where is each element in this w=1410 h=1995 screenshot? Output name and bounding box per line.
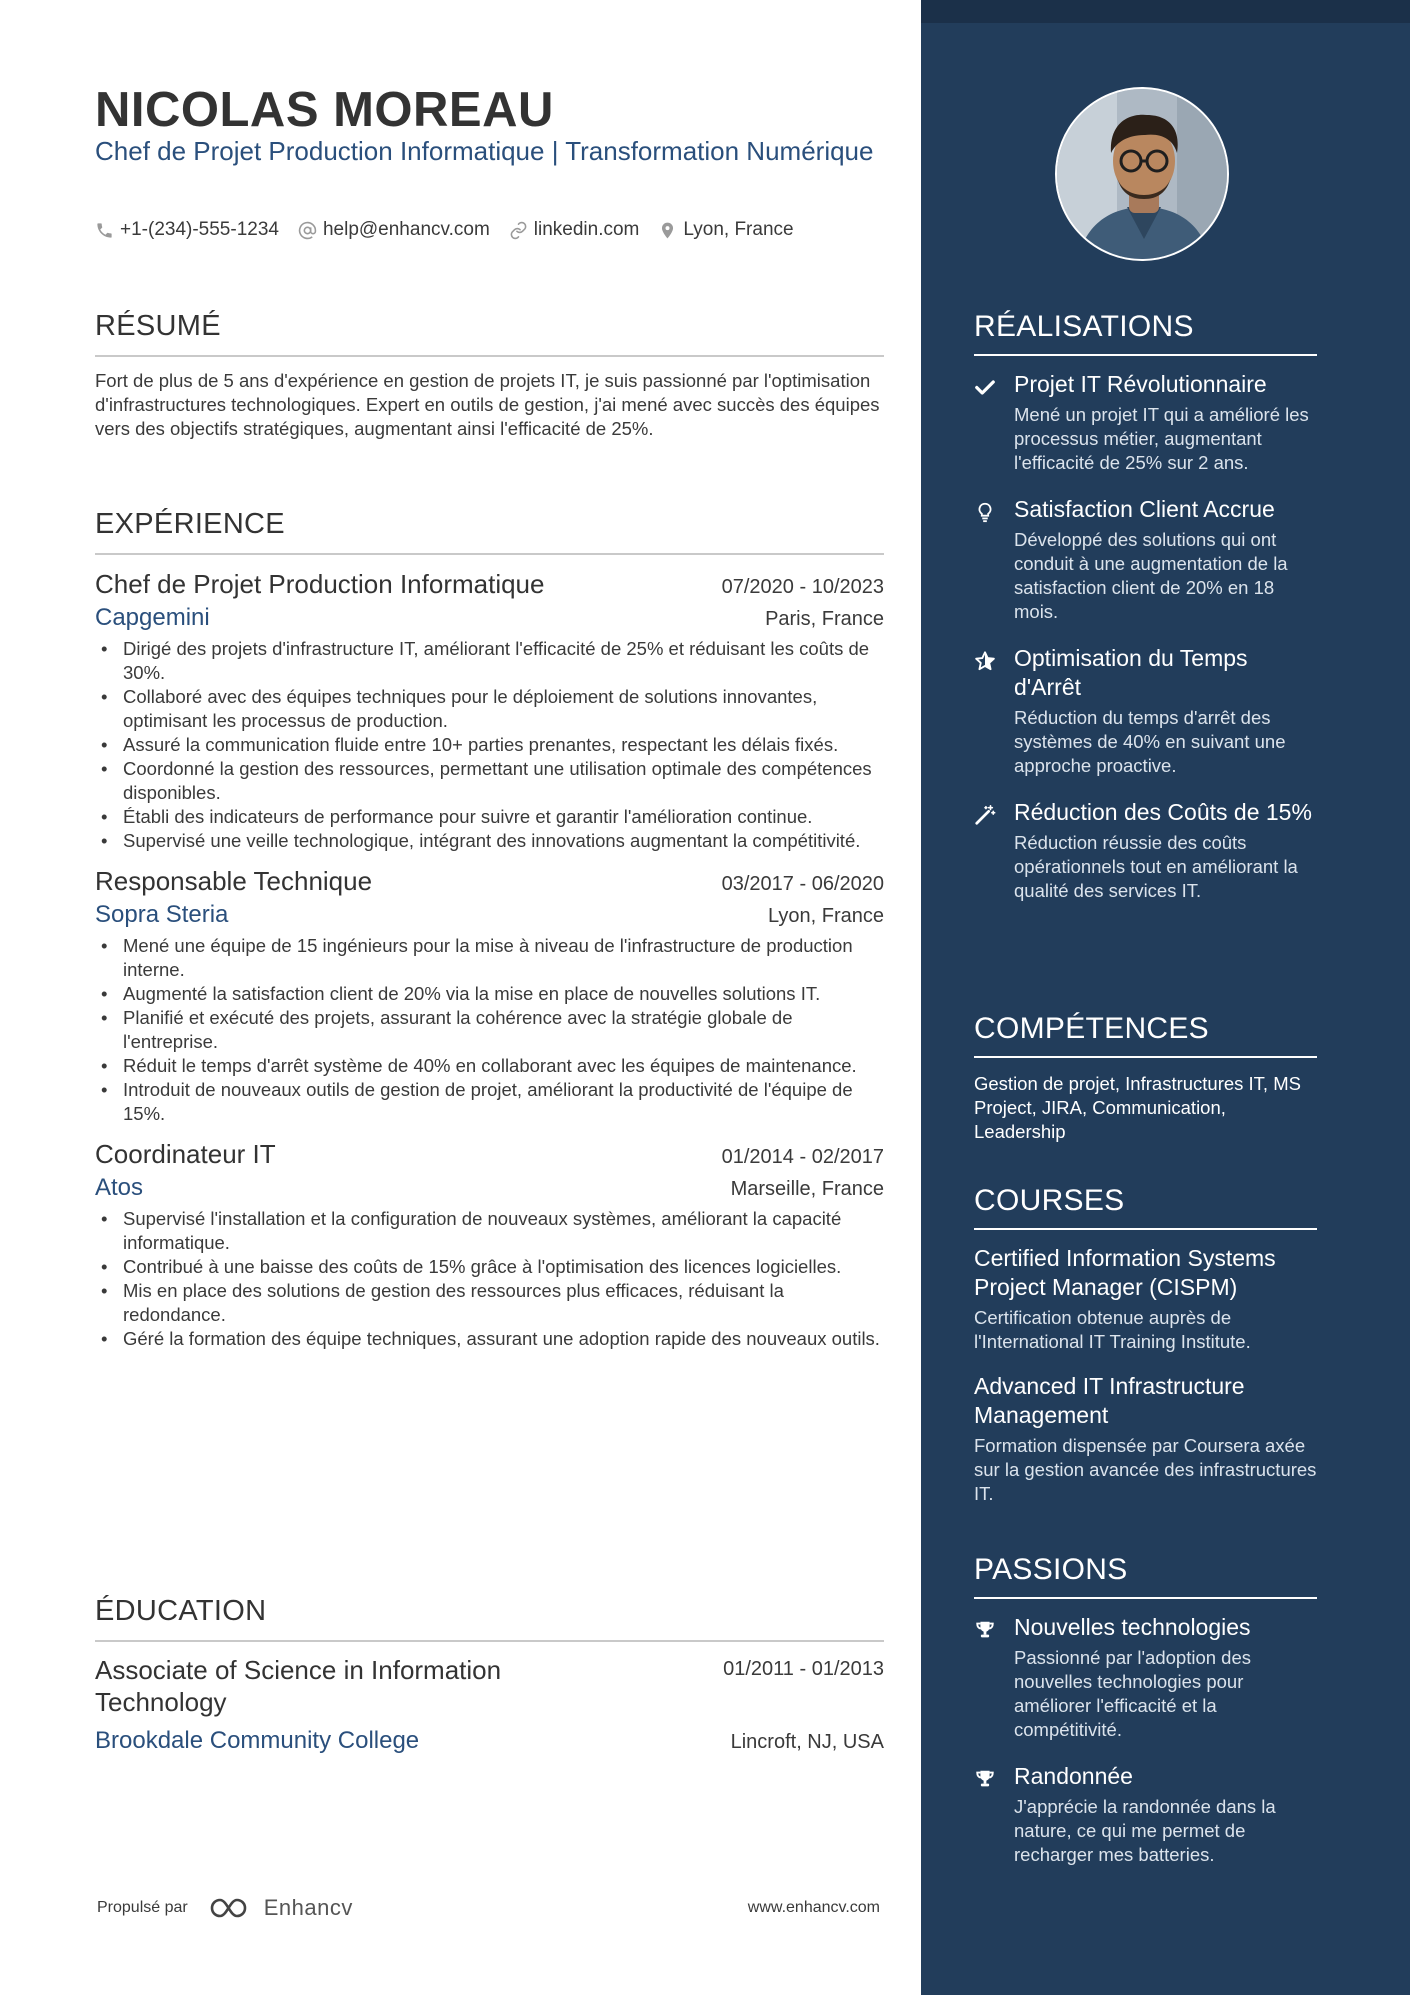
bullet-item: • Collaboré avec des équipes techniques pour le déploiement de solutions innovantes, optimisant les processus de production. [95, 685, 884, 733]
job-bullets [95, 637, 884, 853]
achievement-title: Réduction des Coûts de 15% [1014, 799, 1312, 825]
skills-section [974, 1012, 1317, 1182]
skills-list: Gestion de projet, Infrastructures IT, MS Project, JIRA, Communication, Leadership [974, 1073, 1301, 1142]
brand-name: Enhancv [263, 1895, 353, 1920]
course-description: Formation dispensée par Coursera axée sur la gestion avancée des infrastructures IT. [974, 1435, 1317, 1504]
course-item [974, 1372, 1317, 1506]
bullet-item: • Supervisé l'installation et la configuration de nouveaux systèmes, améliorant la capacité informatique. [95, 1207, 884, 1255]
location-text: Lyon, France [683, 219, 794, 240]
bullet-item: • Géré la formation des équipe techniques, assurant une adoption rapide des nouveaux outils. [95, 1327, 884, 1351]
experience-section [95, 508, 884, 1362]
job-title: Responsable Technique [95, 866, 373, 896]
phone-text: +1-(234)-555-1234 [120, 219, 279, 240]
achievement-title: Satisfaction Client Accrue [1014, 496, 1275, 522]
footer-branding [97, 1895, 353, 1921]
job-bullets [95, 1207, 884, 1351]
passion-description: J'apprécie la randonnée dans la nature, ce qui me permet de recharger mes batteries. [1014, 1796, 1276, 1865]
course-item [974, 1244, 1317, 1354]
education-section [95, 1595, 884, 1758]
contact-phone [95, 219, 279, 241]
summary-heading: RÉSUMÉ [95, 310, 884, 357]
job-dates: 03/2017 - 06/2020 [721, 873, 884, 895]
contact-location [658, 219, 793, 241]
achievement-description: Développé des solutions qui ont conduit à une augmentation de la satisfaction client de 20% en 18 mois. [1014, 529, 1288, 622]
linkedin-text[interactable]: linkedin.com [533, 219, 640, 240]
passions-heading: PASSIONS [974, 1553, 1317, 1599]
job-entry [95, 864, 884, 1126]
lightbulb-icon [974, 501, 996, 523]
achievement-item [974, 644, 1317, 778]
summary-section [95, 310, 884, 441]
achievement-item [974, 370, 1317, 475]
achievement-title: Projet IT Révolutionnaire [1014, 371, 1267, 397]
courses-heading: COURSES [974, 1184, 1317, 1230]
enhancv-logo-icon [208, 1895, 256, 1921]
bullet-item: • Assuré la communication fluide entre 10+ parties prenantes, respectant les délais fixés. [95, 733, 884, 757]
achievement-title: Optimisation du Temps d'Arrêt [1014, 645, 1248, 700]
degree-title: Associate of Science in Information Technology [95, 1655, 502, 1717]
job-company: Capgemini [95, 604, 210, 631]
bullet-item: • Augmenté la satisfaction client de 20% via la mise en place de nouvelles solutions IT. [95, 982, 884, 1006]
summary-text: Fort de plus de 5 ans d'expérience en gestion de projets IT, je suis passionné par l'optimisation d'infrastructures technologiques. Expert en outils de gestion, j'ai mené avec succès des équipes vers des objectifs stratégiques, augmentant ainsi l'efficacité de 25%. [95, 370, 880, 439]
passions-section [974, 1553, 1317, 1887]
skills-heading: COMPÉTENCES [974, 1012, 1317, 1058]
achievement-item [974, 798, 1317, 903]
job-location: Marseille, France [730, 1178, 884, 1200]
star-icon [974, 650, 996, 672]
footer-url[interactable]: www.enhancv.com [747, 1899, 880, 1916]
job-dates: 01/2014 - 02/2017 [721, 1146, 884, 1168]
phone-icon [95, 221, 114, 240]
sidebar-top-strip [921, 0, 1410, 23]
email-text[interactable]: help@enhancv.com [322, 219, 490, 240]
bullet-item: • Établi des indicateurs de performance pour suivre et garantir l'amélioration continue. [95, 805, 884, 829]
passion-title: Nouvelles technologies [1014, 1614, 1251, 1640]
bullet-item: • Supervisé une veille technologique, intégrant des innovations augmentant la compétitivité. [95, 829, 884, 853]
job-dates: 07/2020 - 10/2023 [721, 576, 884, 598]
passion-description: Passionné par l'adoption des nouvelles technologies pour améliorer l'efficacité et la compétitivité. [1014, 1647, 1252, 1740]
achievement-description: Mené un projet IT qui a amélioré les processus métier, augmentant l'efficacité de 25% sur 2 ans. [1014, 404, 1309, 473]
magic-wand-icon [974, 804, 996, 826]
bullet-item: • Planifié et exécuté des projets, assurant la cohérence avec la stratégie globale de l'entreprise. [95, 1006, 884, 1054]
education-heading: ÉDUCATION [95, 1595, 884, 1642]
job-location: Paris, France [765, 608, 884, 630]
passion-item [974, 1613, 1317, 1742]
passion-item [974, 1762, 1317, 1867]
course-title: Certified Information Systems Project Manager (CISPM) [974, 1245, 1276, 1300]
sidebar [921, 0, 1410, 1995]
footer [97, 1895, 880, 1921]
school-location: Lincroft, NJ, USA [730, 1731, 884, 1753]
bullet-item: • Dirigé des projets d'infrastructure IT, améliorant l'efficacité de 25% et réduisant les coûts de 30%. [95, 637, 884, 685]
link-icon [509, 221, 528, 240]
passion-title: Randonnée [1014, 1763, 1133, 1789]
job-entry [95, 1137, 884, 1351]
course-title: Advanced IT Infrastructure Management [974, 1373, 1245, 1428]
achievements-heading: RÉALISATIONS [974, 310, 1317, 356]
education-dates: 01/2011 - 01/2013 [723, 1658, 884, 1680]
job-entry [95, 567, 884, 853]
bullet-item: • Mis en place des solutions de gestion des ressources plus efficaces, réduisant la redondance. [95, 1279, 884, 1327]
courses-section [974, 1184, 1317, 1524]
course-description: Certification obtenue auprès de l'International IT Training Institute. [974, 1307, 1251, 1352]
bullet-item: • Contribué à une baisse des coûts de 15% grâce à l'optimisation des licences logicielles. [95, 1255, 884, 1279]
bullet-item: • Introduit de nouveaux outils de gestion de projet, améliorant la productivité de l'équipe de 15%. [95, 1078, 884, 1126]
candidate-headline: Chef de Projet Production Informatique | Transformation Numérique [95, 136, 874, 166]
candidate-name: NICOLAS MOREAU [95, 83, 554, 137]
job-company: Sopra Steria [95, 901, 229, 928]
powered-by-label: Propulsé par [97, 1899, 188, 1916]
avatar [1055, 87, 1229, 261]
achievement-item [974, 495, 1317, 624]
bullet-item: • Mené une équipe de 15 ingénieurs pour la mise à niveau de l'infrastructure de production interne. [95, 934, 884, 982]
at-sign-icon [298, 221, 317, 240]
achievements-section [974, 310, 1317, 923]
bullet-item: • Réduit le temps d'arrêt système de 40% en collaborant avec les équipes de maintenance. [95, 1054, 884, 1078]
location-pin-icon [658, 221, 677, 240]
job-title: Chef de Projet Production Informatique [95, 569, 545, 599]
achievement-description: Réduction réussie des coûts opérationnels tout en améliorant la qualité des services IT. [1014, 832, 1298, 901]
school-name: Brookdale Community College [95, 1727, 420, 1754]
job-location: Lyon, France [768, 905, 884, 927]
trophy-icon [974, 1619, 996, 1641]
checkmark-icon [974, 376, 996, 398]
job-title: Coordinateur IT [95, 1139, 276, 1169]
achievement-description: Réduction du temps d'arrêt des systèmes de 40% en suivant une approche proactive. [1014, 707, 1286, 776]
enhancv-logo[interactable] [208, 1895, 353, 1921]
experience-heading: EXPÉRIENCE [95, 508, 884, 555]
job-bullets [95, 934, 884, 1126]
contact-linkedin[interactable] [509, 219, 640, 241]
trophy-icon [974, 1768, 996, 1790]
bullet-item: • Coordonné la gestion des ressources, permettant une utilisation optimale des compétences disponibles. [95, 757, 884, 805]
profile-photo [1057, 89, 1229, 261]
job-company: Atos [95, 1174, 144, 1201]
contact-bar [95, 219, 813, 241]
contact-email[interactable] [298, 219, 490, 241]
